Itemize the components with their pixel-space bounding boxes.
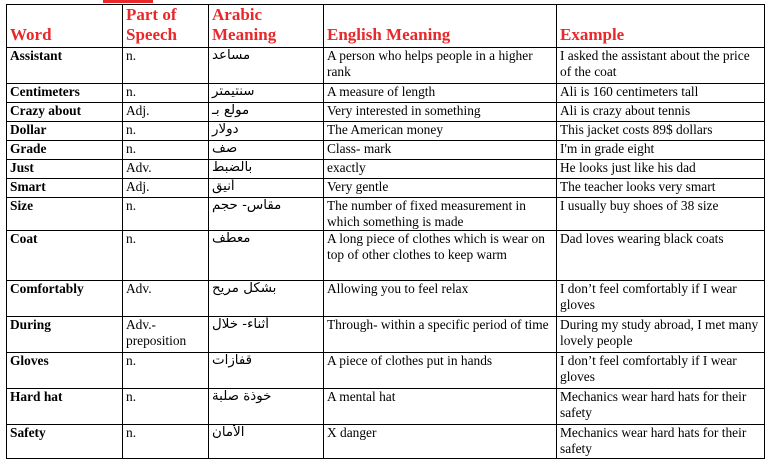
arabic-meaning-cell xyxy=(209,389,324,425)
arabic-text: أنيق xyxy=(212,179,235,194)
arabic-text: سنتيمتر xyxy=(212,84,255,99)
arabic-meaning-cell xyxy=(209,198,324,231)
word-cell: Comfortably xyxy=(7,281,123,317)
table-row xyxy=(7,353,765,389)
word-cell: Assistant xyxy=(7,48,123,84)
arabic-text: مقاس- حجم xyxy=(212,198,282,213)
arabic-meaning-cell xyxy=(209,84,324,103)
header-row xyxy=(7,5,765,48)
example-cell: Dad loves wearing black coats xyxy=(557,231,765,281)
arabic-meaning-cell xyxy=(209,122,324,141)
arabic-text: خوذة صلبة xyxy=(212,389,272,404)
arabic-text: بالضبط xyxy=(212,160,253,175)
part-of-speech-cell: n. xyxy=(123,141,209,160)
english-meaning-cell: A measure of length xyxy=(324,84,557,103)
part-of-speech-cell: Adv.-preposition xyxy=(123,317,209,353)
word-cell: Gloves xyxy=(7,353,123,389)
vocabulary-table xyxy=(6,4,765,459)
arabic-meaning-cell xyxy=(209,48,324,84)
word-cell: During xyxy=(7,317,123,353)
arabic-meaning-cell xyxy=(209,317,324,353)
word-cell: Smart xyxy=(7,179,123,198)
arabic-meaning-cell xyxy=(209,281,324,317)
english-meaning-cell: A person who helps people in a higher rank xyxy=(324,48,557,84)
english-meaning-cell: A piece of clothes put in hands xyxy=(324,353,557,389)
table-row xyxy=(7,231,765,281)
example-cell: This jacket costs 89$ dollars xyxy=(557,122,765,141)
word-cell: Size xyxy=(7,198,123,231)
example-cell: Ali is crazy about tennis xyxy=(557,103,765,122)
arabic-text: قفازات xyxy=(212,353,253,368)
arabic-text: الأمان xyxy=(212,425,245,440)
english-meaning-cell: exactly xyxy=(324,160,557,179)
arabic-meaning-cell xyxy=(209,231,324,281)
arabic-text: دولار xyxy=(212,122,239,137)
arabic-meaning-cell xyxy=(209,103,324,122)
table-row xyxy=(7,389,765,425)
word-cell: Just xyxy=(7,160,123,179)
part-of-speech-cell: n. xyxy=(123,48,209,84)
header-arabic-meaning: Arabic Meaning xyxy=(209,5,324,48)
english-meaning-cell: Through- within a specific period of time xyxy=(324,317,557,353)
arabic-text: معطف xyxy=(212,231,251,246)
table-row xyxy=(7,84,765,103)
part-of-speech-cell: n. xyxy=(123,353,209,389)
example-cell: Ali is 160 centimeters tall xyxy=(557,84,765,103)
red-top-mark xyxy=(103,0,153,3)
part-of-speech-cell: n. xyxy=(123,122,209,141)
part-of-speech-cell: n. xyxy=(123,425,209,459)
example-cell: I asked the assistant about the price of the coat xyxy=(557,48,765,84)
word-cell: Crazy about xyxy=(7,103,123,122)
word-cell: Grade xyxy=(7,141,123,160)
table-row xyxy=(7,317,765,353)
word-cell: Centimeters xyxy=(7,84,123,103)
word-cell: Safety xyxy=(7,425,123,459)
english-meaning-cell: Very interested in something xyxy=(324,103,557,122)
part-of-speech-cell: Adv. xyxy=(123,160,209,179)
english-meaning-cell: A mental hat xyxy=(324,389,557,425)
arabic-text: بشكل مريح xyxy=(212,281,277,296)
arabic-meaning-cell xyxy=(209,160,324,179)
table-row xyxy=(7,281,765,317)
arabic-meaning-cell xyxy=(209,141,324,160)
table-row xyxy=(7,179,765,198)
table-row xyxy=(7,160,765,179)
part-of-speech-cell: Adv. xyxy=(123,281,209,317)
example-cell: I usually buy shoes of 38 size xyxy=(557,198,765,231)
arabic-meaning-cell xyxy=(209,425,324,459)
word-cell: Hard hat xyxy=(7,389,123,425)
part-of-speech-cell: Adj. xyxy=(123,179,209,198)
example-cell: He looks just like his dad xyxy=(557,160,765,179)
arabic-text: صف xyxy=(212,141,238,156)
arabic-text: مساعد xyxy=(212,48,251,63)
english-meaning-cell: Allowing you to feel relax xyxy=(324,281,557,317)
example-cell: I'm in grade eight xyxy=(557,141,765,160)
arabic-text: أثناء- خلال xyxy=(212,317,269,332)
english-meaning-cell: A long piece of clothes which is wear on top of other clothes to keep warm xyxy=(324,231,557,281)
part-of-speech-cell: n. xyxy=(123,198,209,231)
part-of-speech-cell: n. xyxy=(123,84,209,103)
arabic-text: مولع بـ xyxy=(212,103,250,118)
part-of-speech-cell: Adj. xyxy=(123,103,209,122)
english-meaning-cell: X danger xyxy=(324,425,557,459)
header-example: Example xyxy=(557,5,765,48)
header-part-of-speech: Part of Speech xyxy=(123,5,209,48)
example-cell: I don’t feel comfortably if I wear gloves xyxy=(557,281,765,317)
english-meaning-cell: The number of fixed measurement in which something is made xyxy=(324,198,557,231)
part-of-speech-cell: n. xyxy=(123,231,209,281)
table-row xyxy=(7,425,765,459)
word-cell: Coat xyxy=(7,231,123,281)
example-cell: During my study abroad, I met many lovely people xyxy=(557,317,765,353)
example-cell: I don’t feel comfortably if I wear gloves xyxy=(557,353,765,389)
table-row xyxy=(7,122,765,141)
table-row xyxy=(7,48,765,84)
header-word: Word xyxy=(7,5,123,48)
table-row xyxy=(7,198,765,231)
arabic-meaning-cell xyxy=(209,179,324,198)
arabic-meaning-cell xyxy=(209,353,324,389)
english-meaning-cell: Class- mark xyxy=(324,141,557,160)
table-row xyxy=(7,141,765,160)
part-of-speech-cell: n. xyxy=(123,389,209,425)
english-meaning-cell: Very gentle xyxy=(324,179,557,198)
word-cell: Dollar xyxy=(7,122,123,141)
english-meaning-cell: The American money xyxy=(324,122,557,141)
table-row xyxy=(7,103,765,122)
example-cell: Mechanics wear hard hats for their safety xyxy=(557,425,765,459)
example-cell: Mechanics wear hard hats for their safety xyxy=(557,389,765,425)
header-english-meaning: English Meaning xyxy=(324,5,557,48)
example-cell: The teacher looks very smart xyxy=(557,179,765,198)
